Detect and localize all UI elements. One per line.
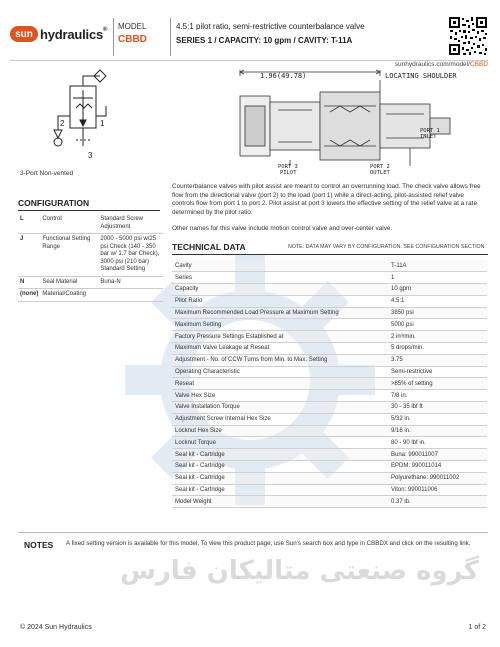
technical-data-row (172, 461, 487, 473)
technical-value: 3850 psi (388, 307, 487, 319)
technical-data-row (172, 366, 487, 378)
technical-property: Valve Installation Torque (172, 402, 388, 414)
technical-value: EPDM: 990011014 (388, 461, 487, 473)
schematic-port-2: 2 (60, 119, 65, 128)
technical-data-row (172, 307, 487, 319)
config-key: L (18, 214, 40, 234)
technical-value: 5/32 in. (388, 413, 487, 425)
configuration-row (18, 234, 163, 277)
config-label: Material/Coating (40, 289, 98, 302)
technical-data-row (172, 437, 487, 449)
technical-data-row (172, 272, 487, 284)
technical-value: Viton: 990011006 (388, 484, 487, 496)
technical-value: Buna: 990011007 (388, 449, 487, 461)
notes-rule (18, 532, 488, 533)
technical-value: Semi-restrictive (388, 366, 487, 378)
port3-pilot-label: PORT 3 PILOT (278, 164, 298, 176)
header-divider (113, 18, 114, 56)
technical-property: Valve Hex Size (172, 390, 388, 402)
product-subtitle: SERIES 1 / CAPACITY: 10 gpm / CAVITY: T-11A (176, 36, 353, 45)
config-label: Seal Material (40, 276, 98, 289)
notes-title: NOTES (24, 540, 54, 550)
technical-property: Reseat (172, 378, 388, 390)
technical-property: Adjustment Screw Internal Hex Size (172, 413, 388, 425)
technical-value: 1 (388, 272, 487, 284)
technical-value: Polyurethane: 990011002 (388, 472, 487, 484)
technical-value: >85% of setting (388, 378, 487, 390)
technical-data-row (172, 449, 487, 461)
technical-data-row (172, 413, 487, 425)
technical-value: 5 drops/min. (388, 343, 487, 355)
technical-property: Locknut Torque (172, 437, 388, 449)
technical-data-row (172, 425, 487, 437)
footer-page-number: 1 of 2 (468, 624, 486, 631)
technical-property: Cavity (172, 260, 388, 272)
technical-property: Maximum Recommended Load Pressure at Maximum Setting (172, 307, 388, 319)
port2-outlet-label: PORT 2 OUTLET (370, 164, 390, 176)
footer-copyright: © 2024 Sun Hydraulics (20, 624, 92, 631)
config-value: Standard Screw Adjustment (98, 214, 163, 234)
technical-value: 2 in³/min. (388, 331, 487, 343)
technical-value: 7/8 in. (388, 390, 487, 402)
model-code: CBBD (118, 34, 147, 45)
url-model: CBBD (469, 61, 488, 68)
config-value (98, 289, 163, 302)
config-key: N (18, 276, 40, 289)
technical-data-row (172, 402, 487, 414)
technical-property: Operating Characteristic (172, 366, 388, 378)
technical-property: Maximum Setting (172, 319, 388, 331)
notes-text: A fixed setting version is available for this model. To view this product page, use Sun's search box and type in CBBDX and click on the resulting link. (66, 540, 471, 547)
technical-data-rule (172, 254, 488, 255)
technical-property: Adjustment - No. of CCW Turns from Min. to Max. Setting (172, 354, 388, 366)
technical-data-row (172, 331, 487, 343)
configuration-table (18, 214, 163, 302)
config-value: 2000 - 5000 psi w/25 psi Check (140 - 350 bar w/ 1.7 bar Check), 3000 psi (210 bar) Standard Setting (98, 234, 163, 277)
technical-value: 5000 psi (388, 319, 487, 331)
technical-data-row (172, 496, 487, 508)
product-title: 4.5:1 pilot ratio, semi-restrictive counterbalance valve (176, 22, 365, 31)
technical-data-row (172, 472, 487, 484)
technical-property: Maximum Valve Leakage at Reseat (172, 343, 388, 355)
product-description (172, 183, 487, 233)
technical-property: Seal kit - Cartridge (172, 449, 388, 461)
technical-property: Seal kit - Cartridge (172, 472, 388, 484)
technical-data-row (172, 390, 487, 402)
technical-value: 80 - 90 lbf in. (388, 437, 487, 449)
technical-data-title: TECHNICAL DATA (172, 242, 246, 252)
url-prefix: sunhydraulics.com/model/ (394, 61, 470, 68)
config-label: Control (40, 214, 98, 234)
technical-property: Seal kit - Cartridge (172, 484, 388, 496)
configuration-row (18, 276, 163, 289)
watermark-text: گروه صنعتی متالیکان فارس (120, 556, 479, 586)
technical-data-row (172, 319, 487, 331)
schematic-port-1: 1 (100, 119, 105, 128)
configuration-title: CONFIGURATION (18, 198, 90, 208)
technical-value: 0.37 lb. (388, 496, 487, 508)
logo-wordmark: hydraulics (40, 26, 104, 42)
logo-mark: sun (10, 26, 38, 42)
technical-data-row (172, 260, 487, 272)
config-key: (none) (18, 289, 40, 302)
schematic-port-3: 3 (88, 151, 93, 160)
technical-data-row (172, 343, 487, 355)
technical-data-row (172, 378, 487, 390)
technical-property: Capacity (172, 284, 388, 296)
locating-shoulder-label: LOCATING SHOULDER (385, 72, 457, 80)
technical-value: 4.5:1 (388, 295, 487, 307)
description-paragraph: Other names for this valve include motion control valve and over-center valve. (172, 224, 393, 232)
technical-data-row (172, 484, 487, 496)
configuration-row (18, 214, 163, 234)
config-key: J (18, 234, 40, 277)
config-label: Functional Setting Range (40, 234, 98, 277)
technical-value: 3.75 (388, 354, 487, 366)
technical-value: 9/16 in. (388, 425, 487, 437)
technical-data-row (172, 295, 487, 307)
port1-inlet-label: PORT 1 INLET (420, 128, 440, 140)
technical-value: 30 - 35 lbf ft (388, 402, 487, 414)
technical-property: Pilot Ratio (172, 295, 388, 307)
config-value: Buna-N (98, 276, 163, 289)
hydraulic-schematic (40, 68, 120, 168)
technical-data-note: NOTE: DATA MAY VARY BY CONFIGURATION. SEE CONFIGURATION SECTION. (288, 244, 486, 250)
technical-data-row (172, 354, 487, 366)
technical-value: 10 gpm (388, 284, 487, 296)
model-label: MODEL (118, 22, 147, 31)
cartridge-cross-section (200, 66, 490, 176)
technical-data-row (172, 284, 487, 296)
technical-property: Locknut Hex Size (172, 425, 388, 437)
dimension-label: 1.96(49.78) (260, 72, 307, 80)
qr-code-icon (448, 16, 488, 56)
configuration-rule (18, 210, 160, 211)
header-divider (170, 18, 171, 56)
technical-property: Seal kit - Cartridge (172, 461, 388, 473)
technical-data-table (172, 260, 487, 508)
technical-property: Model Weight (172, 496, 388, 508)
technical-property: Series (172, 272, 388, 284)
technical-property: Factory Pressure Settings Established at (172, 331, 388, 343)
configuration-row (18, 289, 163, 302)
schematic-caption: 3-Port Non-vented (20, 170, 74, 177)
sun-hydraulics-logo: sun hydraulics® (10, 26, 107, 42)
description-paragraph: Counterbalance valves with pilot assist are meant to control an overrunning load. The check valve allows free flow from the directional valve (port 2) to the load (port 1) while a direct-acting, pilot-assisted relief valve controls flow from port 1 to port 2. Pilot assist at port 3 lowers the effective setting of the relief valve at a rate determined by the pilot ratio. (172, 183, 481, 216)
technical-value: T-11A (388, 260, 487, 272)
